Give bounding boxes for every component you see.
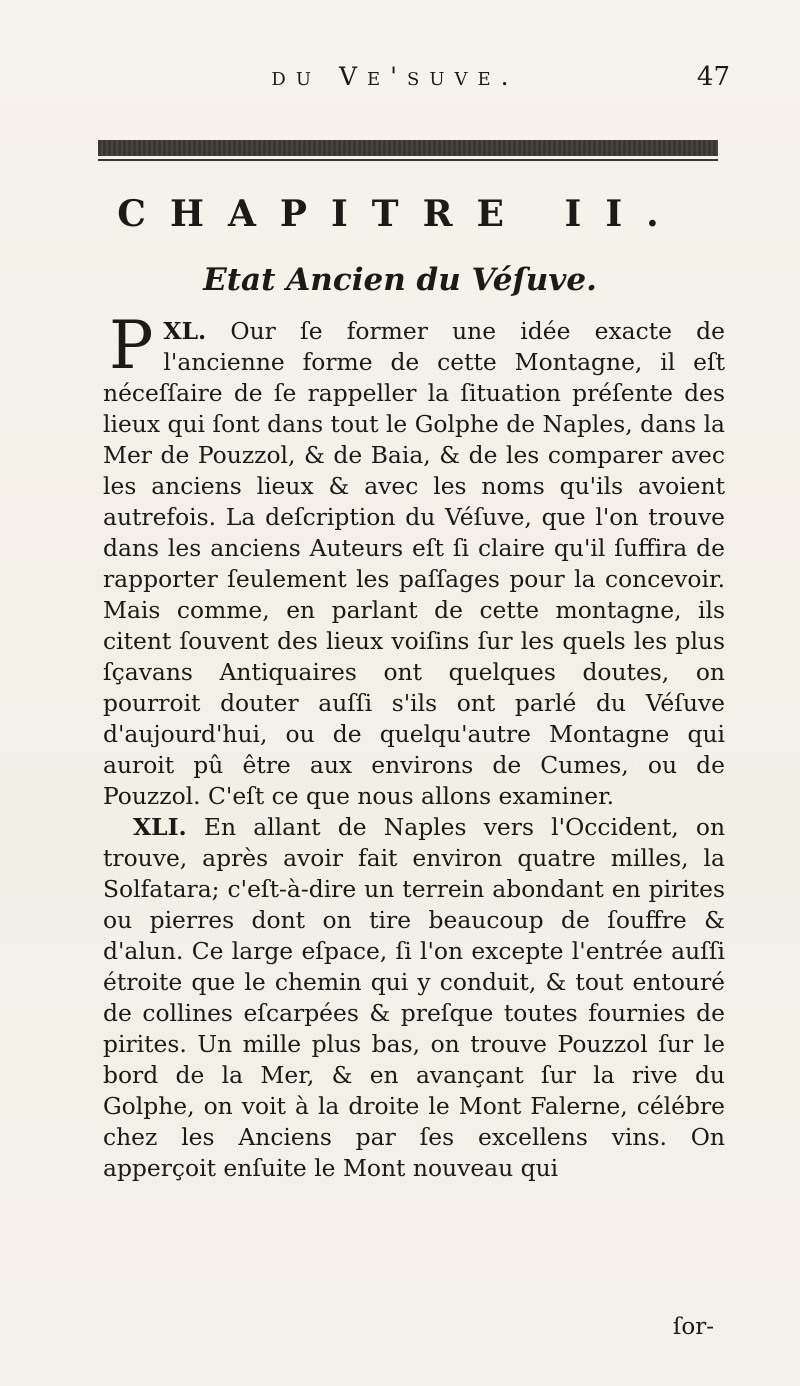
drop-cap: P — [109, 307, 154, 384]
running-head — [0, 62, 800, 102]
chapter-heading: CHAPITRE II. — [117, 193, 683, 235]
paragraph-text: Our ſe former une idée exacte de l'ancienne forme de cette Montagne, il eſt néceſſaire de ſe rappeller la ſituation préſente des lieux qui ſont dans tout le Golphe de Naples, dans la Mer de Pouzzol, & de Baia, & de les comparer avec les anciens lieux & avec les noms qu'ils avoient autrefois. La deſcription du Véſuve, que l'on trouve dans les anciens Auteurs eſt ſi claire qu'il ſuffira de rapporter ſeulement les paſſages pour la concevoir. Mais comme, en parlant de cette montagne, ils citent ſouvent des lieux voiſins ſur les quels les plus ſçavans Antiquaires ont quelques doutes, on pourroit douter auſſi s'ils ont parlé du Véſuve d'aujourd'hui, ou de quelqu'autre Montagne qui auroit pû être aux environs de Cumes, ou de Pouzzol. C'eſt ce que nous allons examiner. — [103, 317, 725, 810]
catchword: ſor- — [672, 1314, 714, 1340]
paragraph-xl — [103, 307, 725, 812]
body-text — [103, 307, 726, 1184]
section-number: XL. — [163, 317, 207, 345]
running-title: du Ve'suve. — [271, 62, 519, 91]
thin-rule — [98, 159, 718, 161]
page-number: 47 — [696, 62, 730, 92]
ornamental-rule — [98, 140, 718, 156]
paragraph-text: En allant de Naples vers l'Occident, on trouve, après avoir fait environ quatre milles, la Solfatara; c'eſt-à-dire un terrein abondant en pirites ou pierres dont on tire beaucoup de ſouffre & d'alun. Ce large eſpace, ſi l'on excepte l'entrée auſſi étroite que le chemin qui y conduit, & tout entouré de collines eſcarpées & preſque toutes fournies de pirites. Un mille plus bas, on trouve Pouzzol ſur le bord de la Mer, & en avançant ſur la rive du Golphe, on voit à la droite le Mont Falerne, célébre chez les Anciens par ſes excellens vins. On apperçoit enſuite le Mont nouveau qui — [103, 813, 726, 1182]
section-number: XLI. — [133, 813, 187, 841]
chapter-subtitle: Etat Ancien du Véſuve. — [203, 262, 597, 298]
paragraph-xli — [103, 812, 725, 1184]
